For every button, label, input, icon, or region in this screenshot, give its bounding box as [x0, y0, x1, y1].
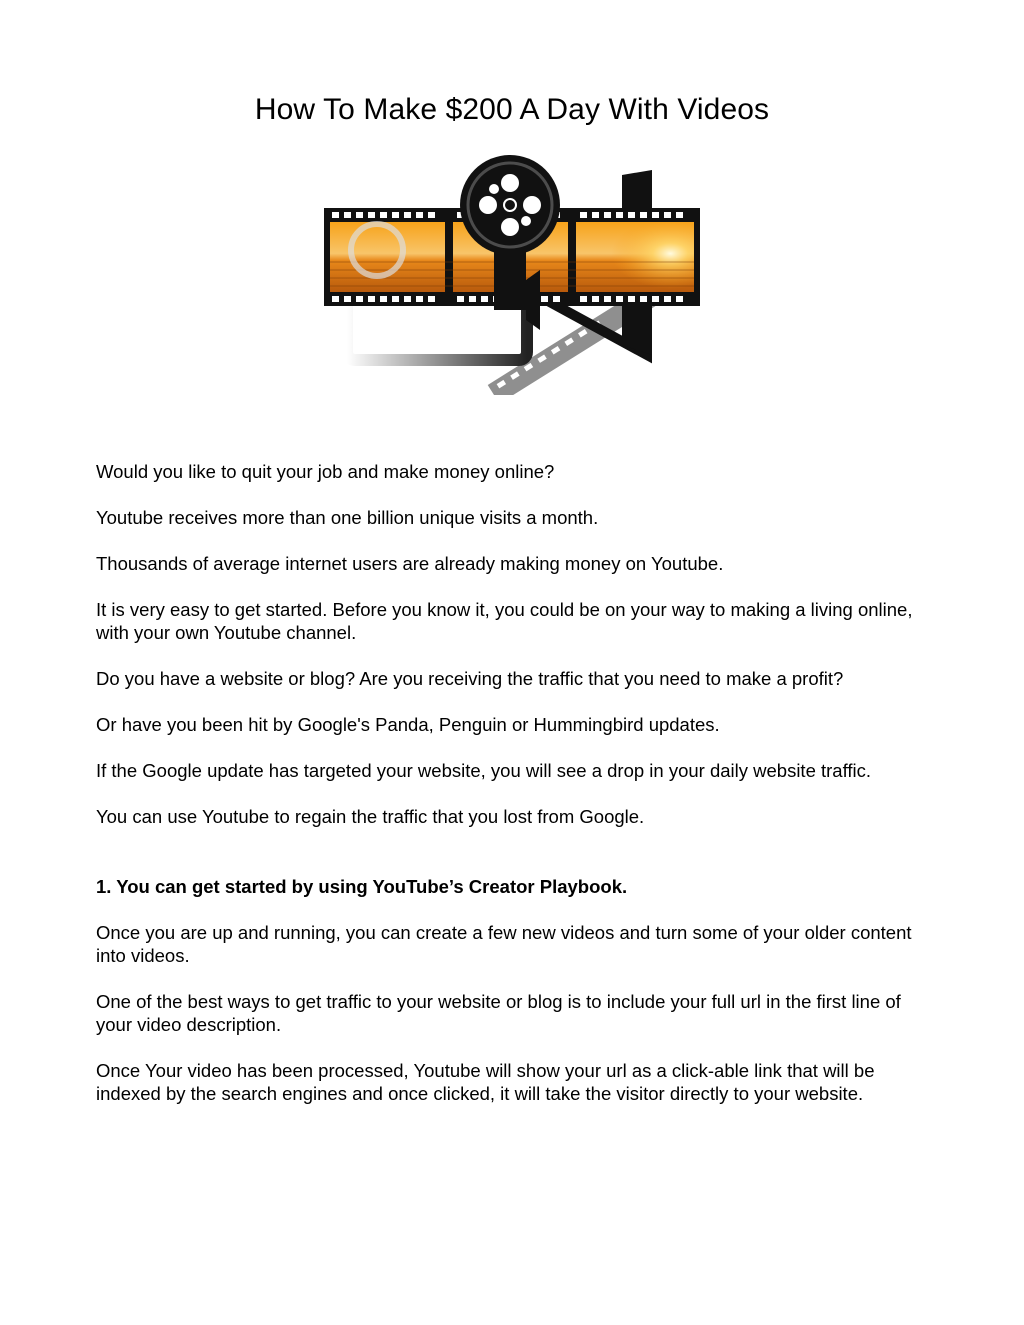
article-body — [96, 460, 936, 1128]
paragraph: Thousands of average internet users are already making money on Youtube. — [96, 553, 724, 574]
paragraph: One of the best ways to get traffic to your website or blog is to include your full url in the first line of your video description. — [96, 991, 901, 1035]
paragraph: If the Google update has targeted your website, you will see a drop in your daily website traffic. — [96, 760, 872, 781]
paragraph: It is very easy to get started. Before you know it, you could be on your way to making a living online, with your own Youtube channel. — [96, 599, 913, 643]
paragraph: Youtube receives more than one billion unique visits a month. — [96, 507, 599, 528]
paragraph: Once you are up and running, you can create a few new videos and turn some of your older content into videos. — [96, 922, 912, 966]
section-heading: 1. You can get started by using YouTube’s Creator Playbook. — [96, 876, 628, 897]
paragraph: Would you like to quit your job and make money online? — [96, 461, 555, 482]
page-title: How To Make $200 A Day With Videos — [254, 93, 770, 126]
paragraph: Do you have a website or blog? Are you receiving the traffic that you need to make a profit? — [96, 668, 844, 689]
paragraph: Once Your video has been processed, Youtube will show your url as a click-able link that will be indexed by the search engines and once clicked, it will take the visitor directly to your website. — [96, 1060, 875, 1104]
paragraph: You can use Youtube to regain the traffic that you lost from Google. — [96, 806, 645, 827]
paragraph: Or have you been hit by Google's Panda, Penguin or Hummingbird updates. — [96, 714, 720, 735]
film-reel-icon — [322, 150, 702, 395]
